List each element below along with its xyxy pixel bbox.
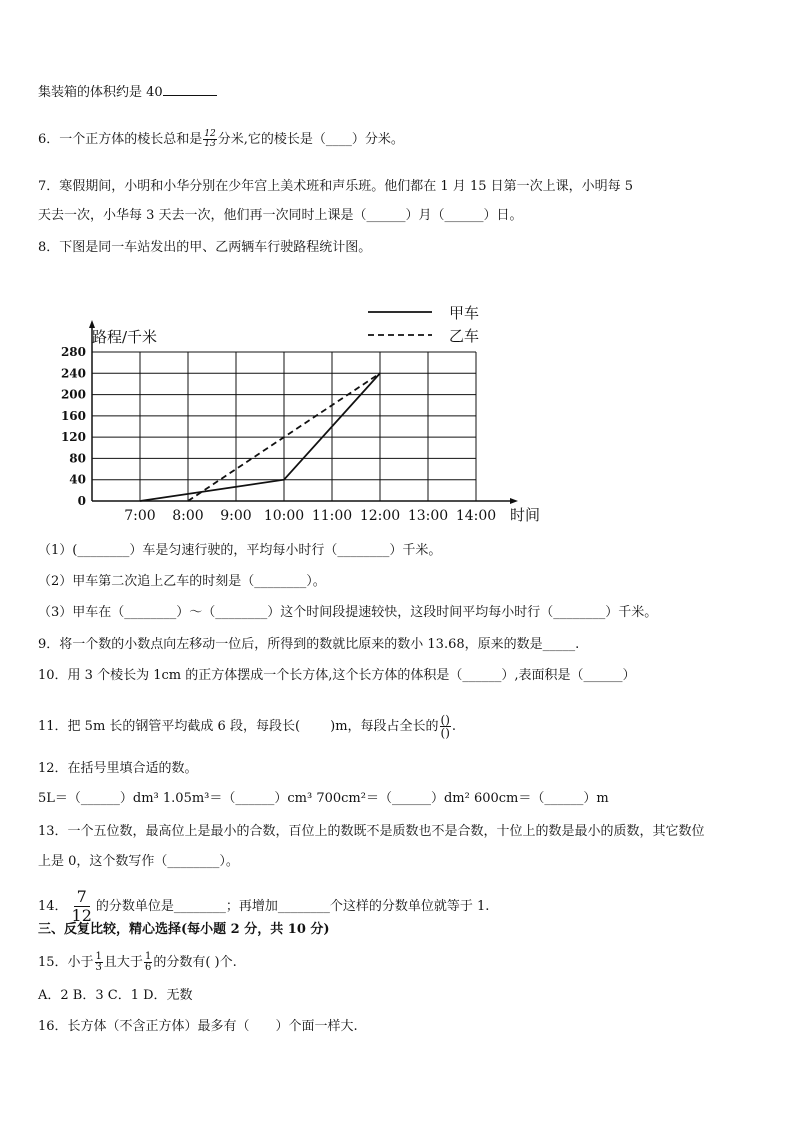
- fraction: $\frac{1}{3}$: [95, 951, 102, 973]
- question-9: 9．将一个数的小数点向左移动一位后，所得到的数就比原来的数小 13.68，原来的数是_____.: [38, 637, 580, 652]
- question-15: 15．小于 $\frac{1}{3}$ 且大于 $\frac{1}{6}$ 的分数有( )个.: [38, 951, 237, 973]
- x-tick-label: 11:00: [311, 508, 353, 524]
- x-tick-labels: [124, 508, 496, 524]
- legend-label-jia: 甲车: [449, 304, 480, 322]
- question-8-sub1: （1）(________）车是匀速行驶的，平均每小时行（________）千米。: [38, 543, 442, 558]
- question-13-line2: 上是 0，这个数写作（________）。: [38, 854, 239, 869]
- question-8-sub3: （3）甲车在（________）～（________）这个时间段提速较快，这段时间平均每小时行（________）千米。: [38, 605, 658, 620]
- x-axis-label: 时间: [510, 506, 541, 524]
- y-tick-label: 40: [69, 472, 86, 487]
- y-axis-label: 路程/千米: [92, 328, 158, 346]
- question-8-title: 8．下图是同一车站发出的甲、乙两辆车行驶路程统计图。: [38, 240, 372, 255]
- question-16: 16．长方体（不含正方体）最多有（ ）个面一样大.: [38, 1019, 358, 1034]
- question-13-line1: 13．一个五位数，最高位上是最小的合数，百位上的数既不是质数也不是合数，十位上的数是最小的质数，其它数位: [38, 824, 705, 839]
- x-tick-label: 7:00: [124, 508, 156, 524]
- y-tick-label: 0: [77, 494, 86, 508]
- fraction: $\frac{12}{13}$: [204, 129, 216, 149]
- question-14: 14． $\frac{7}{12}$ 的分数单位是________；再增加________个这样的分数单位就等于 1.: [38, 887, 490, 925]
- fraction: $\frac{7}{12}$: [71, 887, 92, 925]
- x-tick-label: 13:00: [407, 508, 449, 524]
- distance-time-chart: [60, 298, 560, 528]
- chart-axes: [89, 320, 518, 504]
- y-tick-label: 120: [60, 430, 86, 445]
- question-7-line2: 天去一次，小华每 3 天去一次，他们再一次同时上课是（______）月（______）日。: [38, 208, 523, 223]
- fraction: $\frac{1}{6}$: [144, 951, 152, 973]
- legend-label-yi: 乙车: [449, 327, 480, 345]
- answer-blank[interactable]: [163, 82, 217, 96]
- y-tick-label: 160: [60, 408, 86, 423]
- x-tick-label: 10:00: [263, 508, 305, 524]
- fraction: $\frac{()}{()}$: [440, 713, 450, 740]
- question-12-line: 5L＝（______）dm³ 1.05m³＝（______）cm³ 700cm²＝（______）dm² 600cm＝（______）m: [38, 791, 609, 806]
- x-tick-label: 14:00: [455, 508, 497, 524]
- question-7-line1: 7．寒假期间，小明和小华分别在少年宫上美术班和声乐班。他们都在 1 月 15 日第一次上课，小明每 5: [38, 179, 634, 194]
- chart-legend: [368, 304, 479, 345]
- question-12-title: 12．在括号里填合适的数。: [38, 761, 198, 776]
- q5-tail: 集装箱的体积约是 40: [38, 82, 217, 102]
- x-tick-label: 9:00: [220, 508, 252, 524]
- x-tick-label: 8:00: [172, 508, 204, 524]
- y-tick-label: 280: [60, 345, 86, 359]
- question-6: 6．一个正方体的棱长总和是 $\frac{12}{13}$ 分米,它的棱长是（____）分米。: [38, 129, 404, 149]
- y-axis-arrow: [89, 320, 95, 328]
- question-11: 11．把 5m 长的钢管平均截成 6 段，每段长( )m，每段占全长的 $\frac{()}{()}$ .: [38, 713, 457, 740]
- question-8-sub2: （2）甲车第二次追上乙车的时刻是（________）。: [38, 574, 326, 589]
- y-tick-label: 80: [69, 451, 86, 466]
- y-tick-label: 200: [60, 387, 86, 402]
- question-10: 10．用 3 个棱长为 1cm 的正方体摆成一个长方体,这个长方体的体积是（______）,表面积是（______）: [38, 668, 636, 683]
- section-3-heading: 三、反复比较，精心选择(每小题 2 分，共 10 分): [38, 922, 330, 937]
- x-axis-arrow: [510, 498, 518, 504]
- y-tick-labels: [61, 345, 86, 508]
- y-tick-label: 240: [60, 366, 86, 381]
- x-tick-label: 12:00: [359, 508, 401, 524]
- question-15-options: A．2 B．3 C．1 D．无数: [38, 988, 193, 1003]
